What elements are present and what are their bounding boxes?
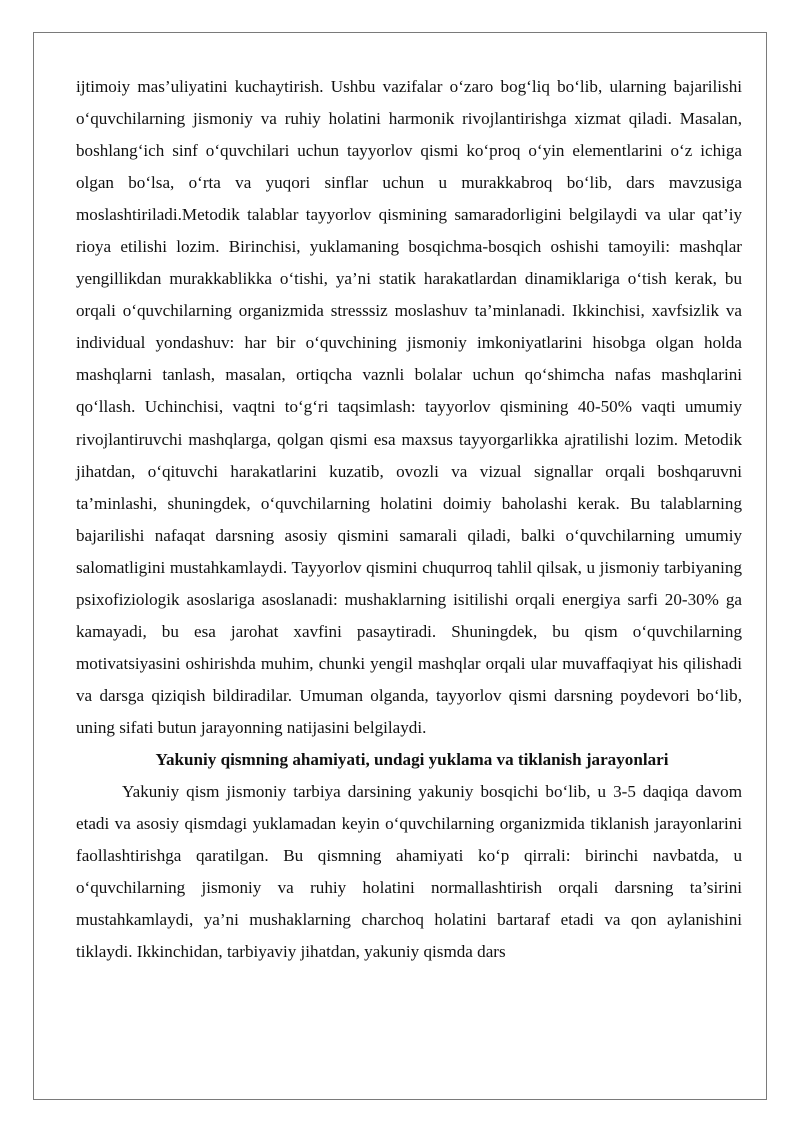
document-body	[76, 71, 742, 968]
body-paragraph: Yakuniy qism jismoniy tarbiya darsining yakuniy bosqichi bo‘lib, u 3-5 daqiqa davom etadi va asosiy qismdagi yuklamadan keyin o‘quvchilarning organizmida tiklanish jarayonlarini faollashtirishga qaratilgan. Bu qismning ahamiyati ko‘p qirrali: birinchi navbatda, u o‘quvchilarning jismoniy va ruhiy holatini normallashtirish orqali darsning ta’sirini mustahkamlaydi, ya’ni mushaklarning charchoq holatini bartaraf etadi va qon aylanishini tiklaydi. Ikkinchidan, tarbiyaviy jihatdan, yakuniy qismda dars	[76, 782, 742, 962]
body-paragraph: ijtimoiy mas’uliyatini kuchaytirish. Ushbu vazifalar o‘zaro bog‘liq bo‘lib, ularning bajarilishi o‘quvchilarning jismoniy va ruhiy holatini harmonik rivojlantirishga xizmat qiladi. Masalan, boshlang‘ich sinf o‘quvchilari uchun tayyorlov qismi ko‘proq o‘yin elementlarini o‘z ichiga olgan bo‘lsa, o‘rta va yuqori sinflar uchun u murakkabroq bo‘lib, dars mavzusiga moslashtiriladi.Metodik talablar tayyorlov qismining samaradorligini belgilaydi va ular qat’iy rioya etilishi lozim. Birinchisi, yuklamaning bosqichma-bosqich oshishi tamoyili: mashqlar yengillikdan murakkablikka o‘tishi, ya’ni statik harakatlardan dinamiklariga o‘tish kerak, bu orqali o‘quvchilarning organizmida stresssiz moslashuv ta’minlanadi. Ikkinchisi, xavfsizlik va individual yondashuv: har bir o‘quvchining jismoniy imkoniyatlarini hisobga olgan holda mashqlarni tanlash, masalan, ortiqcha vaznli bolalar uchun qo‘shimcha nafas mashqlarini qo‘llash. Uchinchisi, vaqtni to‘g‘ri taqsimlash: tayyorlov qismining 40-50% vaqti umumiy rivojlantiruvchi mashqlarga, qolgan qismi esa maxsus tayyorgarlikka ajratilishi lozim. Metodik jihatdan, o‘qituvchi harakatlarini kuzatib, ovozli va vizual signallar orqali boshqaruvni ta’minlashi, shuningdek, o‘quvchilarning holatini doimiy baholashi kerak. Bu talablarning bajarilishi nafaqat darsning asosiy qismini samarali qiladi, balki o‘quvchilarning umumiy salomatligini mustahkamlaydi. Tayyorlov qismini chuqurroq tahlil qilsak, u jismoniy tarbiyaning psixofiziologik asoslariga asoslanadi: mushaklarning isitilishi orqali energiya sarfi 20-30% ga kamayadi, bu esa jarohat xavfini pasaytiradi. Shuningdek, bu qism o‘quvchilarning motivatsiyasini oshirishda muhim, chunki yengil mashqlar orqali ular muvaffaqiyat his qilishadi va darsga qiziqish bildiradilar. Umuman olganda, tayyorlov qismi darsning poydevori bo‘lib, uning sifati butun jarayonning natijasini belgilaydi.	[76, 77, 742, 737]
section-heading: Yakuniy qismning ahamiyati, undagi yuklama va tiklanish jarayonlari	[155, 749, 669, 769]
